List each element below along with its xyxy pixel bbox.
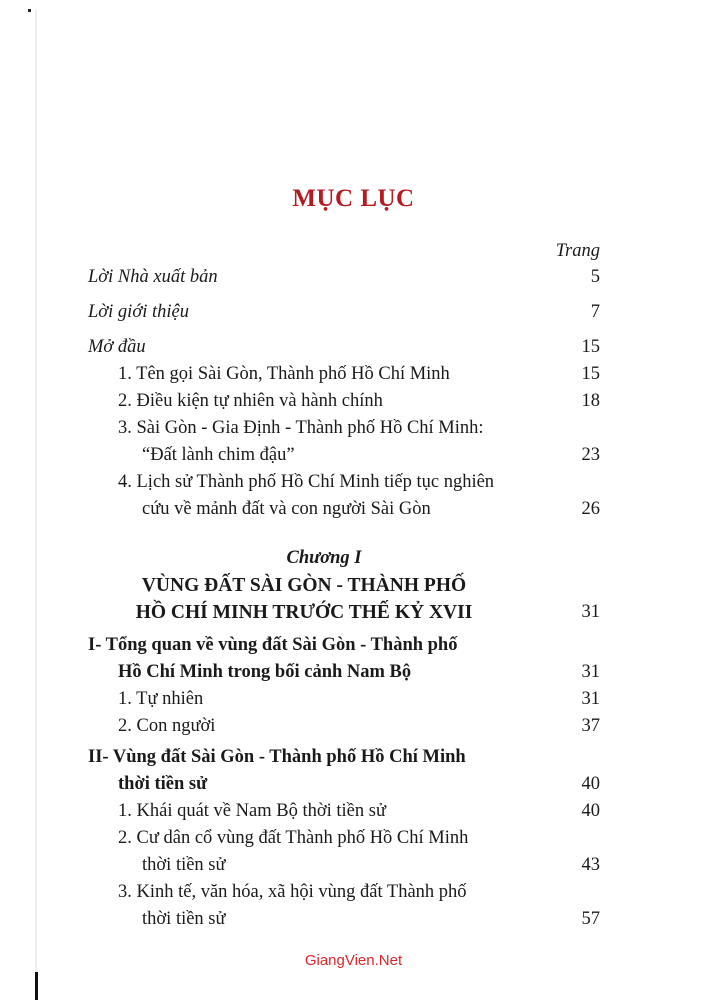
toc-entry-page: 31 <box>581 689 600 709</box>
chapter-page: 31 <box>581 602 600 622</box>
toc-entry-label: 2. Con người <box>118 716 216 736</box>
toc-entry-label: 1. Tự nhiên <box>118 689 204 709</box>
toc-entry-label: Lời giới thiệu <box>88 302 189 322</box>
watermark: GiangVien.Net <box>304 952 403 969</box>
toc-entry[interactable] <box>88 686 600 713</box>
toc-entry-label-cont: thời tiền sử <box>142 909 226 929</box>
section-page: 40 <box>581 774 600 794</box>
toc-entry[interactable] <box>88 469 600 523</box>
section-page: 31 <box>581 662 600 682</box>
section-label: I- Tổng quan về vùng đất Sài Gòn - Thành phố <box>88 635 458 655</box>
page-title: MỤC LỤC <box>292 185 415 212</box>
toc-entry[interactable] <box>88 334 600 361</box>
chapter-title: VÙNG ĐẤT SÀI GÒN - THÀNH PHỐ <box>141 575 467 596</box>
toc-entry[interactable] <box>88 713 600 740</box>
toc-entry[interactable] <box>88 798 600 825</box>
toc-entry[interactable] <box>88 825 600 879</box>
toc-entry-page: 57 <box>581 909 600 929</box>
section-label-cont: Hồ Chí Minh trong bối cảnh Nam Bộ <box>118 662 412 682</box>
toc-entry-label: 1. Tên gọi Sài Gòn, Thành phố Hồ Chí Minh <box>118 364 450 384</box>
toc-entry-label: 3. Sài Gòn - Gia Định - Thành phố Hồ Chí Minh: <box>118 418 484 438</box>
toc-entry-label-cont: cứu về mảnh đất và con người Sài Gòn <box>142 499 431 519</box>
toc-entry-label: Mở đầu <box>88 337 146 357</box>
toc-entry-label: 2. Cư dân cổ vùng đất Thành phố Hồ Chí Minh <box>118 828 469 848</box>
toc-entry-page: 7 <box>590 302 600 322</box>
toc-entry-label: 1. Khái quát về Nam Bộ thời tiền sử <box>118 801 386 821</box>
toc-entry-label: Lời Nhà xuất bản <box>88 267 218 287</box>
toc-entry-label: 3. Kinh tế, văn hóa, xã hội vùng đất Thành phố <box>118 882 467 902</box>
toc-entry-label-cont: “Đất lành chim đậu” <box>142 445 295 465</box>
chapter-title-cont: HỒ CHÍ MINH TRƯỚC THẾ KỶ XVII <box>135 602 473 623</box>
toc-entry-page: 15 <box>581 337 600 357</box>
section-entry[interactable] <box>88 632 600 686</box>
toc-entry-page: 26 <box>581 499 600 519</box>
toc-entry-label: 4. Lịch sử Thành phố Hồ Chí Minh tiếp tục nghiên <box>118 472 495 492</box>
toc-entry[interactable] <box>88 361 600 388</box>
section-entry[interactable] <box>88 744 600 798</box>
toc-entry[interactable] <box>88 879 600 933</box>
toc-entry-page: 40 <box>581 801 600 821</box>
toc-entry-page: 43 <box>581 855 600 875</box>
section-label-cont: thời tiền sử <box>118 774 208 794</box>
toc-entry-label: 2. Điều kiện tự nhiên và hành chính <box>118 391 383 411</box>
page-column-label: Trang <box>555 241 600 261</box>
toc-entry[interactable] <box>88 299 600 326</box>
table-of-contents <box>88 238 600 933</box>
toc-entry-page: 15 <box>581 364 600 384</box>
toc-entry-page: 37 <box>581 716 600 736</box>
page-edge-shadow <box>35 972 38 1000</box>
toc-entry[interactable] <box>88 264 600 291</box>
section-label: II- Vùng đất Sài Gòn - Thành phố Hồ Chí Minh <box>88 747 466 767</box>
toc-entry-label-cont: thời tiền sử <box>142 855 226 875</box>
scan-artifact <box>28 9 31 12</box>
chapter-entry[interactable] <box>88 572 600 626</box>
chapter-heading: Chương I <box>286 548 362 568</box>
toc-entry-page: 5 <box>590 267 600 287</box>
toc-entry-page: 18 <box>581 391 600 411</box>
toc-entry[interactable] <box>88 388 600 415</box>
toc-entry[interactable] <box>88 415 600 469</box>
page-edge-line <box>35 10 37 1000</box>
toc-entry-page: 23 <box>581 445 600 465</box>
